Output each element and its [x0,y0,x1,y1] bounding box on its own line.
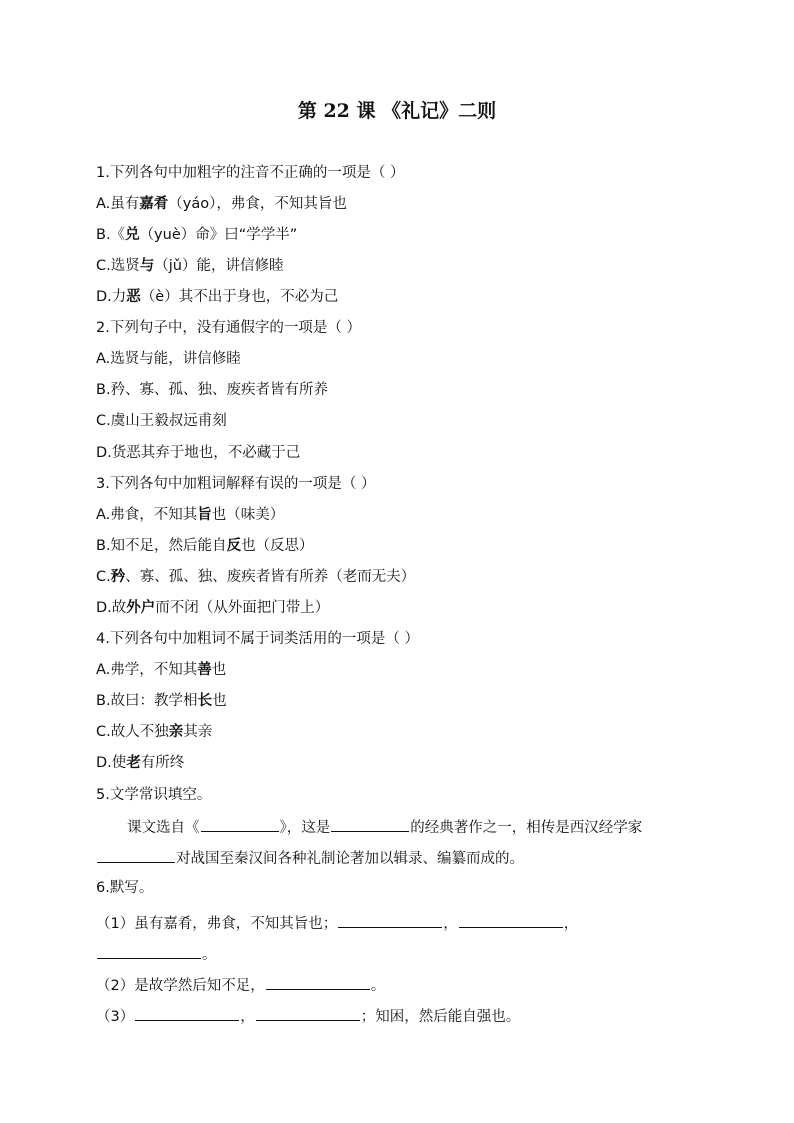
question-1-option-a: A.虽有嘉肴（yáo），弗食，不知其旨也 [96,196,347,212]
page-title: 第 22 课 《礼记》二则 [297,100,497,122]
question-4-stem: 4.下列各句中加粗词不属于词类活用的一项是（ ） [96,631,419,647]
question-3-stem: 3.下列各句中加粗词解释有误的一项是（ ） [96,476,376,492]
question-3-option-d: D.故外户而不闭（从外面把门带上） [96,600,330,616]
answer-blank[interactable] [201,816,279,832]
answer-blank[interactable] [135,1005,239,1021]
question-4-option-d: D.使老有所终 [96,755,185,771]
question-6-item-2: （2）是故学然后知不足， 。 [96,974,385,996]
answer-blank[interactable] [338,912,442,928]
question-6-stem: 6.默写。 [96,880,154,896]
question-5-stem: 5.文学常识填空。 [96,787,212,803]
question-2-stem: 2.下列句子中，没有通假字的一项是（ ） [96,320,361,336]
question-3-option-c: C.矜、寡、孤、独、废疾者皆有所养（老而无夫） [96,569,416,585]
question-6-item-3: （3） ， ；知困，然后能自强也。 [96,1005,520,1027]
answer-blank[interactable] [331,816,409,832]
answer-blank[interactable] [459,912,563,928]
question-5-paragraph-line-1: 课文选自《 》，这是 的经典著作之一，相传是西汉经学家 [127,816,642,838]
question-4-option-b: B.故曰：教学相长也 [96,693,227,709]
answer-blank[interactable] [266,974,370,990]
answer-blank[interactable] [97,847,175,863]
question-4-option-a: A.弗学，不知其善也 [96,662,227,678]
answer-blank[interactable] [256,1005,360,1021]
question-1-option-d: D.力恶（è）其不出于身也，不必为己 [96,289,339,305]
question-1-stem: 1.下列各句中加粗字的注音不正确的一项是（ ） [96,165,405,181]
question-2-option-d: D.货恶其弃于地也，不必藏于己 [96,445,301,461]
question-1-option-b: B.《兑（yuè）命》曰“学学半” [96,227,298,243]
question-3-option-a: A.弗食，不知其旨也（味美） [96,507,285,523]
question-5-paragraph-line-2: 对战国至秦汉间各种礼制论著加以辑录、编纂而成的。 [96,847,524,869]
question-6-item-1-cont: 。 [96,943,217,965]
question-2-option-c: C.虞山王毅叔远甫刻 [96,413,227,429]
question-2-option-a: A.选贤与能，讲信修睦 [96,351,241,367]
answer-blank[interactable] [97,943,201,959]
question-2-option-b: B.矜、寡、孤、独、废疾者皆有所养 [96,382,329,398]
question-1-option-c: C.选贤与（jǔ）能，讲信修睦 [96,258,284,274]
question-3-option-b: B.知不足，然后能自反也（反思） [96,538,314,554]
question-6-item-1: （1）虽有嘉肴，弗食，不知其旨也； ， ， [96,912,578,934]
question-4-option-c: C.故人不独亲其亲 [96,724,213,740]
